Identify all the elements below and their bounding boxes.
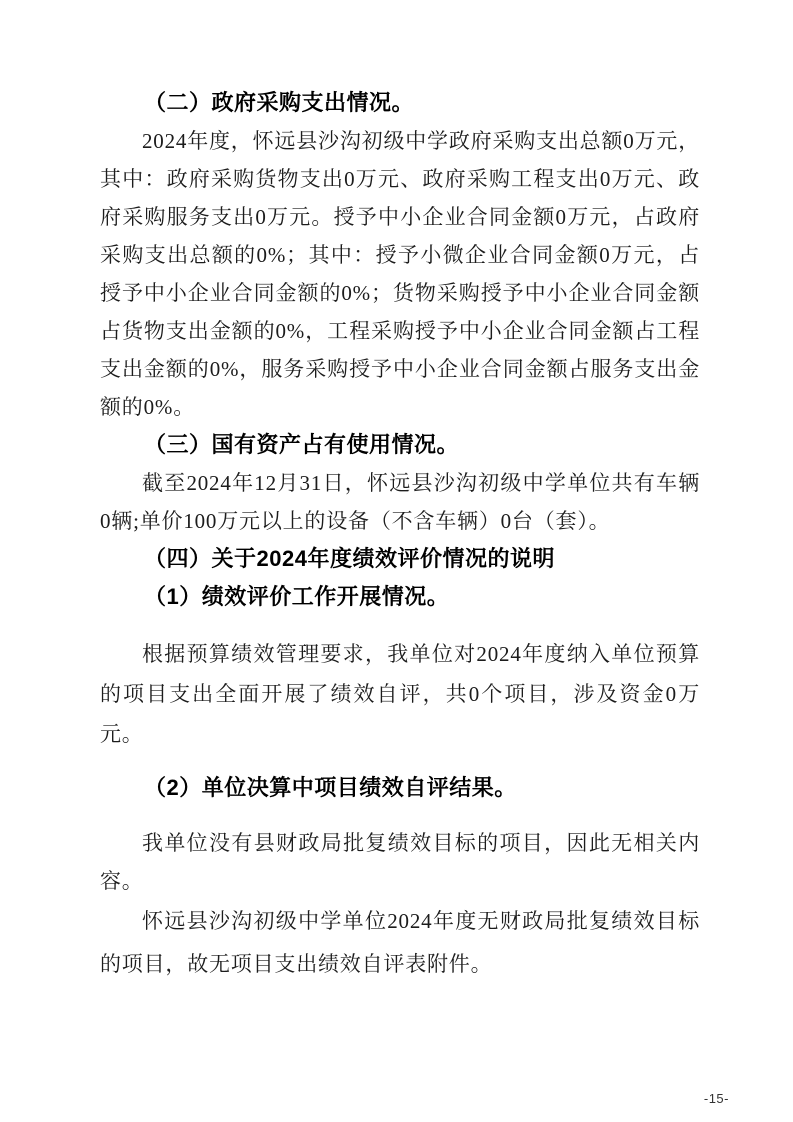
page-number: -15-	[703, 1091, 729, 1106]
paragraph-self-evaluation-2: 怀远县沙沟初级中学单位2024年度无财政局批复绩效目标的项目，故无项目支出绩效自评表附件。	[100, 909, 700, 976]
paragraph-state-assets: 截至2024年12月31日，怀远县沙沟初级中学单位共有车辆0辆;单价100万元以上的设备（不含车辆）0台（套）。	[100, 471, 700, 533]
paragraph-government-procurement: 2024年度，怀远县沙沟初级中学政府采购支出总额0万元，其中：政府采购货物支出0万元、政府采购工程支出0万元、政府采购服务支出0万元。授予中小企业合同金额0万元，占政府采购支出总额的0%；其中：授予小微企业合同金额0万元，占授予中小企业合同金额的0%；货物采购授予中小企业合同金额占货物支出金额的0%，工程采购授予中小企业合同金额占工程支出金额的0%，服务采购授予中小企业合同金额占服务支出金额的0%。	[100, 129, 700, 419]
heading-state-assets: （三）国有资产占有使用情况。	[144, 432, 460, 457]
paragraph-performance-work: 根据预算绩效管理要求，我单位对2024年度纳入单位预算的项目支出全面开展了绩效自评，共0个项目，涉及资金0万元。	[100, 642, 700, 746]
heading-government-procurement: （二）政府采购支出情况。	[144, 90, 415, 115]
heading-performance-work: （1）绩效评价工作开展情况。	[144, 584, 450, 609]
heading-performance-evaluation: （四）关于2024年度绩效评价情况的说明	[144, 546, 555, 571]
heading-project-self-evaluation: （2）单位决算中项目绩效自评结果。	[144, 775, 517, 800]
paragraph-self-evaluation-1: 我单位没有县财政局批复绩效目标的项目，因此无相关内容。	[100, 831, 700, 893]
document-content	[100, 84, 700, 986]
